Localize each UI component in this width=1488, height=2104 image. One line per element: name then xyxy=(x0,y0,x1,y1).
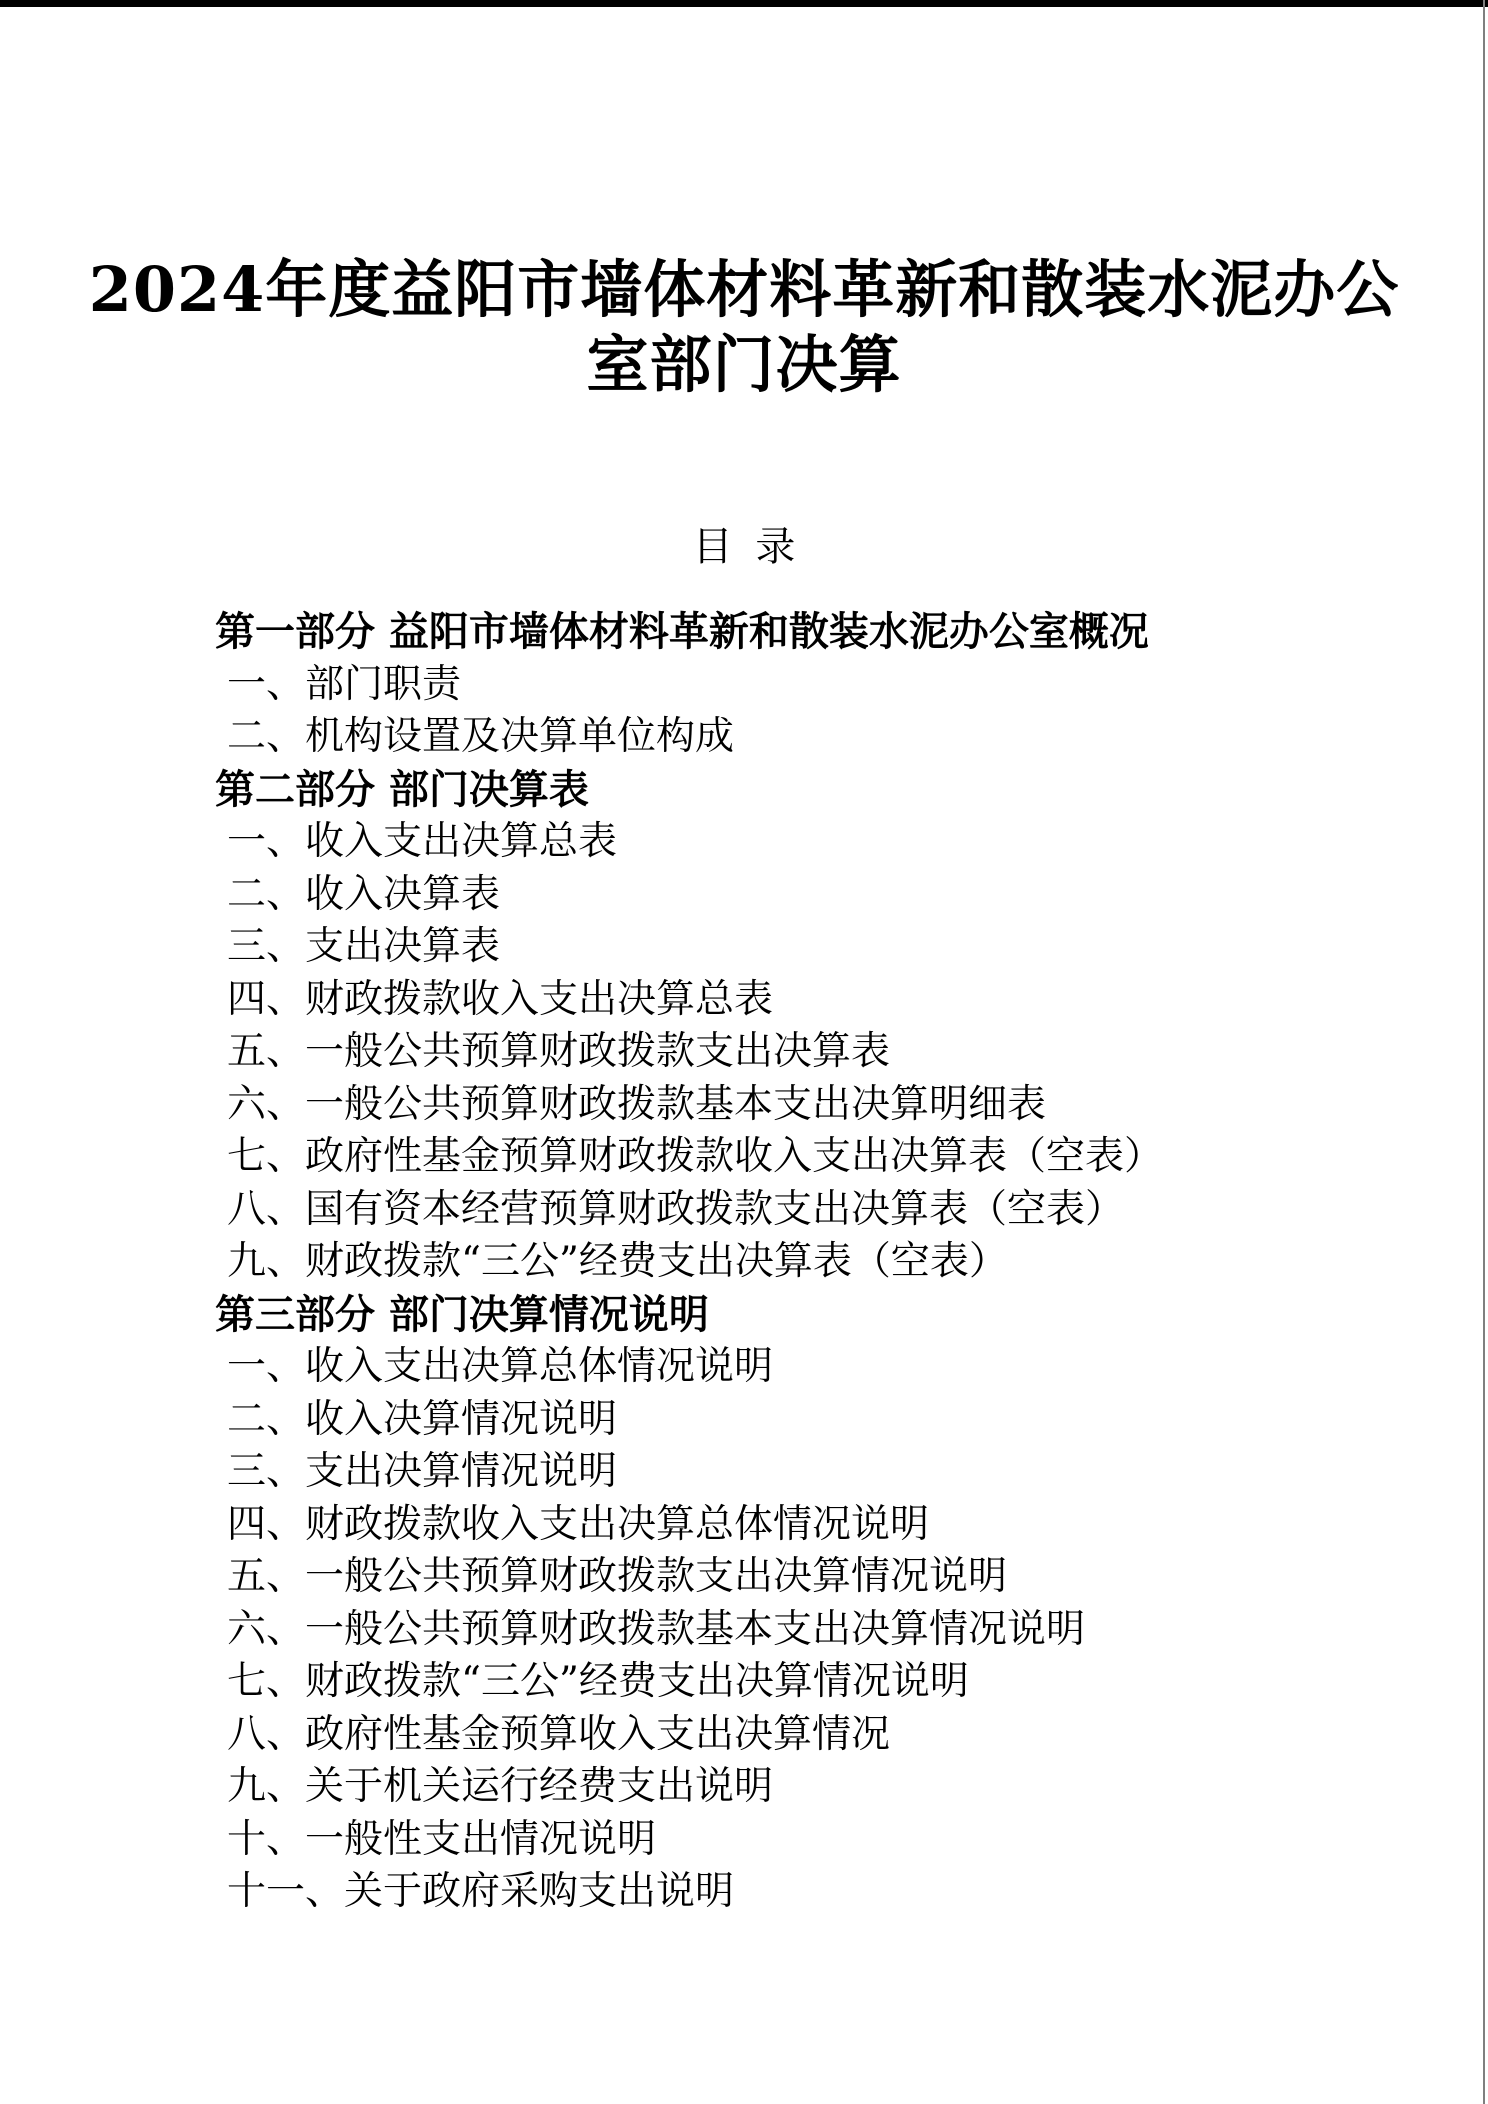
toc-item-part2-2: 二、收入决算表 xyxy=(227,871,501,917)
document-title-line-2: 室部门决算 xyxy=(586,328,902,401)
toc-item-part3-5: 五、一般公共预算财政拨款支出决算情况说明 xyxy=(227,1554,1008,1599)
toc-item-part3-3: 三、支出决算情况说明 xyxy=(227,1449,618,1494)
toc-item-part3-9: 九、关于机关运行经费支出说明 xyxy=(227,1764,774,1809)
toc-item-part1-1: 一、部门职责 xyxy=(227,661,462,707)
table-of-contents xyxy=(0,606,1488,1919)
toc-item-part3-10: 十、一般性支出情况说明 xyxy=(227,1816,657,1862)
toc-item-part3-1: 一、收入支出决算总体情况说明 xyxy=(227,1344,774,1389)
toc-section-heading-part3: 第三部分 部门决算情况说明 xyxy=(215,1290,709,1338)
toc-item-part2-3: 三、支出决算表 xyxy=(227,924,501,969)
document-title xyxy=(0,252,1488,402)
toc-item-part2-6: 六、一般公共预算财政拨款基本支出决算明细表 xyxy=(227,1081,1047,1127)
toc-item-part3-7: 七、财政拨款“三公”经费支出决算情况说明 xyxy=(227,1659,969,1704)
toc-item-part2-4: 四、财政拨款收入支出决算总表 xyxy=(227,976,774,1022)
toc-item-part3-4: 四、财政拨款收入支出决算总体情况说明 xyxy=(227,1501,930,1547)
toc-item-part2-8: 八、国有资本经营预算财政拨款支出决算表（空表） xyxy=(227,1186,1125,1232)
document-title-line-1: 2024年度益阳市墙体材料革新和散装水泥办公 xyxy=(88,253,1400,326)
toc-heading: 目 录 xyxy=(692,524,796,570)
toc-item-part3-8: 八、政府性基金预算收入支出决算情况 xyxy=(227,1711,891,1757)
toc-section-heading-part2: 第二部分 部门决算表 xyxy=(215,765,589,813)
toc-section-heading-part1: 第一部分 益阳市墙体材料革新和散装水泥办公室概况 xyxy=(215,608,1149,655)
top-border-bar xyxy=(0,0,1488,7)
toc-item-part1-2: 二、机构设置及决算单位构成 xyxy=(227,714,735,759)
toc-item-part2-1: 一、收入支出决算总表 xyxy=(227,819,618,864)
toc-item-part2-9: 九、财政拨款“三公”经费支出决算表（空表） xyxy=(227,1239,1008,1284)
toc-item-part3-11: 十一、关于政府采购支出说明 xyxy=(227,1869,735,1914)
toc-item-part2-7: 七、政府性基金预算财政拨款收入支出决算表（空表） xyxy=(227,1134,1164,1179)
toc-item-part3-2: 二、收入决算情况说明 xyxy=(227,1396,618,1442)
toc-item-part2-5: 五、一般公共预算财政拨款支出决算表 xyxy=(227,1029,891,1074)
toc-item-part3-6: 六、一般公共预算财政拨款基本支出决算情况说明 xyxy=(227,1606,1086,1652)
